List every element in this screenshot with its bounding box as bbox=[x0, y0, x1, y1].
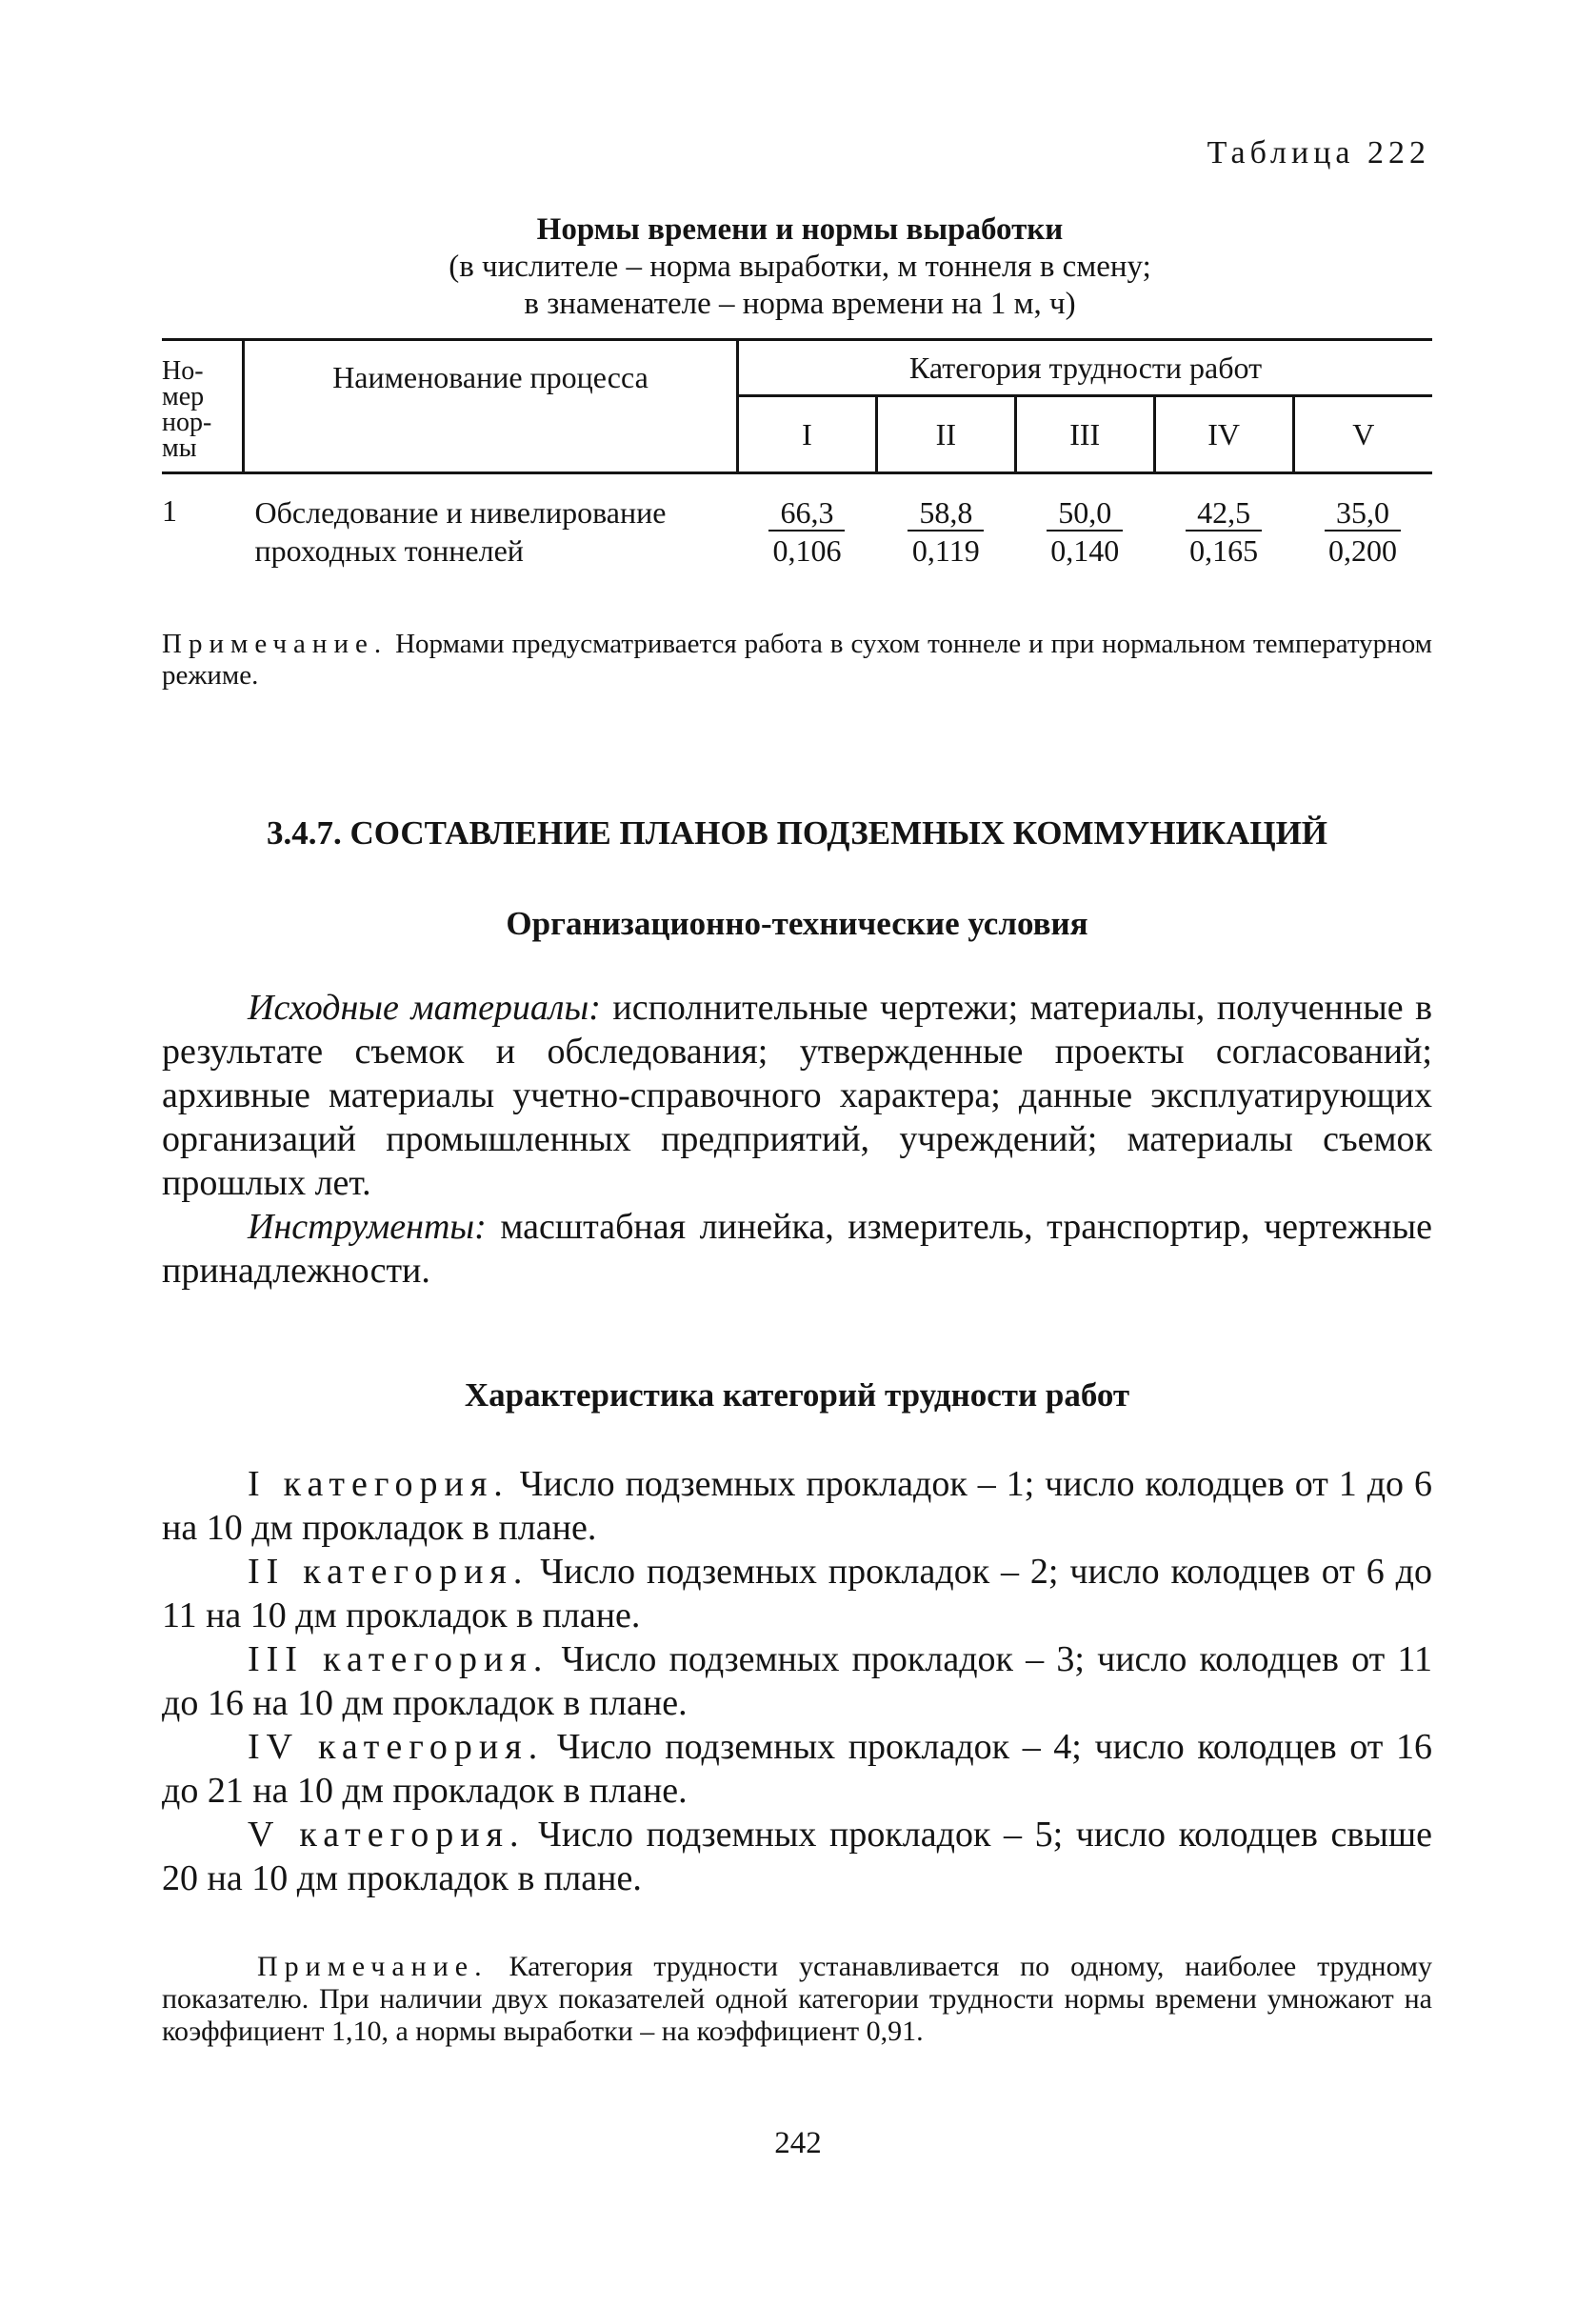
value-cat-4 bbox=[1154, 473, 1293, 571]
category-label: I категория. bbox=[248, 1464, 509, 1504]
time-value: 0,106 bbox=[772, 533, 842, 568]
time-value: 0,200 bbox=[1328, 533, 1398, 568]
output-value: 35,0 bbox=[1325, 495, 1401, 532]
header-cat-5: V bbox=[1293, 396, 1432, 473]
time-value: 0,119 bbox=[911, 533, 980, 568]
header-cat-2: II bbox=[876, 396, 1015, 473]
value-cat-2 bbox=[876, 473, 1015, 571]
output-value: 58,8 bbox=[908, 495, 984, 532]
materials-text: исполнительные чертежи; материалы, полученные в результате съемок и обследования; утвержденные проекты согласований; архивные материалы учетно-справочного характера; данные эксплуатирующих организаций промышленных предприятий, учреждений; материалы съемок прошлых лет. bbox=[162, 988, 1433, 1203]
row-number: 1 bbox=[162, 493, 177, 528]
header-cat-3: III bbox=[1015, 396, 1154, 473]
category-text: Число подземных прокладок – 2; число колодцев от 6 до 11 на 10 дм прокладок в плане. bbox=[162, 1552, 1432, 1635]
category-text: Число подземных прокладок – 1; число колодцев от 1 до 6 на 10 дм прокладок в плане. bbox=[162, 1464, 1433, 1548]
note-text: Нормами предусматривается работа в сухом тоннеле и при нормальном температурном режиме. bbox=[162, 629, 1433, 691]
value-cat-1 bbox=[738, 473, 877, 571]
caption-line-3: в знаменателе – норма времени на 1 м, ч) bbox=[524, 287, 1076, 321]
row-process-name: Обследование и нивелирование проходных тоннелей bbox=[254, 495, 667, 568]
category-text: Число подземных прокладок – 5; число колодцев свыше 20 на 10 дм прокладок в плане. bbox=[162, 1815, 1433, 1898]
category-label: IV категория. bbox=[248, 1727, 545, 1767]
header-process-name: Наименование процесса bbox=[244, 340, 738, 473]
category-text: Число подземных прокладок – 3; число колодцев от 11 до 16 на 10 дм прокладок в плане. bbox=[162, 1639, 1432, 1723]
output-value: 42,5 bbox=[1186, 495, 1262, 532]
subheading-categories: Характеристика категорий трудности работ bbox=[464, 1376, 1130, 1414]
category-list bbox=[162, 1462, 1432, 1900]
list-item bbox=[162, 1462, 1432, 1550]
table-note bbox=[162, 629, 1432, 692]
list-item bbox=[162, 1725, 1432, 1813]
output-value: 66,3 bbox=[768, 495, 845, 532]
subheading-conditions: Организационно-технические условия bbox=[506, 905, 1088, 942]
list-item bbox=[162, 1637, 1432, 1725]
list-item bbox=[162, 1550, 1432, 1637]
category-label: II категория. bbox=[248, 1552, 529, 1592]
tools-paragraph bbox=[162, 1205, 1432, 1293]
table-caption bbox=[162, 211, 1438, 323]
materials-paragraph bbox=[162, 986, 1432, 1205]
table-label: Таблица 222 bbox=[1207, 135, 1430, 171]
page-number: 242 bbox=[774, 2126, 822, 2160]
materials-label: Исходные материалы: bbox=[248, 988, 601, 1028]
time-value: 0,165 bbox=[1189, 533, 1259, 568]
table-row bbox=[162, 473, 1432, 571]
conditions-text bbox=[162, 986, 1432, 1293]
header-cat-4: IV bbox=[1154, 396, 1293, 473]
section-heading: 3.4.7. СОСТАВЛЕНИЕ ПЛАНОВ ПОДЗЕМНЫХ КОММУНИКАЦИЙ bbox=[266, 814, 1328, 852]
caption-title: Нормы времени и нормы выработки bbox=[536, 212, 1064, 247]
category-label: V категория. bbox=[248, 1815, 526, 1855]
note-label: Примечание. bbox=[257, 1951, 489, 1982]
time-value: 0,140 bbox=[1050, 533, 1120, 568]
tools-text: масштабная линейка, измеритель, транспортир, чертежные принадлежности. bbox=[162, 1207, 1433, 1291]
category-note bbox=[162, 1951, 1432, 2048]
list-item bbox=[162, 1813, 1432, 1900]
table-header-row bbox=[162, 340, 1432, 396]
category-label: III категория. bbox=[248, 1639, 549, 1679]
output-value: 50,0 bbox=[1047, 495, 1123, 532]
header-cat-1: I bbox=[738, 396, 877, 473]
header-norm-number: Но-мер нор-мы bbox=[162, 340, 244, 473]
caption-line-2: (в числителе – норма выработки, м тоннеля в смену; bbox=[449, 250, 1151, 284]
tools-label: Инструменты: bbox=[248, 1207, 487, 1247]
note-label: Примечание. bbox=[162, 629, 389, 659]
note-text: Категория трудности устанавливается по одному, наиболее трудному показателю. При наличии двух показателей одной категории трудности нормы времени умножают на коэффициент 1,10, а нормы выработки – на коэффициент 0,91. bbox=[162, 1951, 1433, 2047]
header-category: Категория трудности работ bbox=[738, 340, 1433, 396]
value-cat-3 bbox=[1015, 473, 1154, 571]
norms-table bbox=[162, 338, 1432, 570]
value-cat-5 bbox=[1293, 473, 1432, 571]
category-text: Число подземных прокладок – 4; число колодцев от 16 до 21 на 10 дм прокладок в плане. bbox=[162, 1727, 1433, 1811]
